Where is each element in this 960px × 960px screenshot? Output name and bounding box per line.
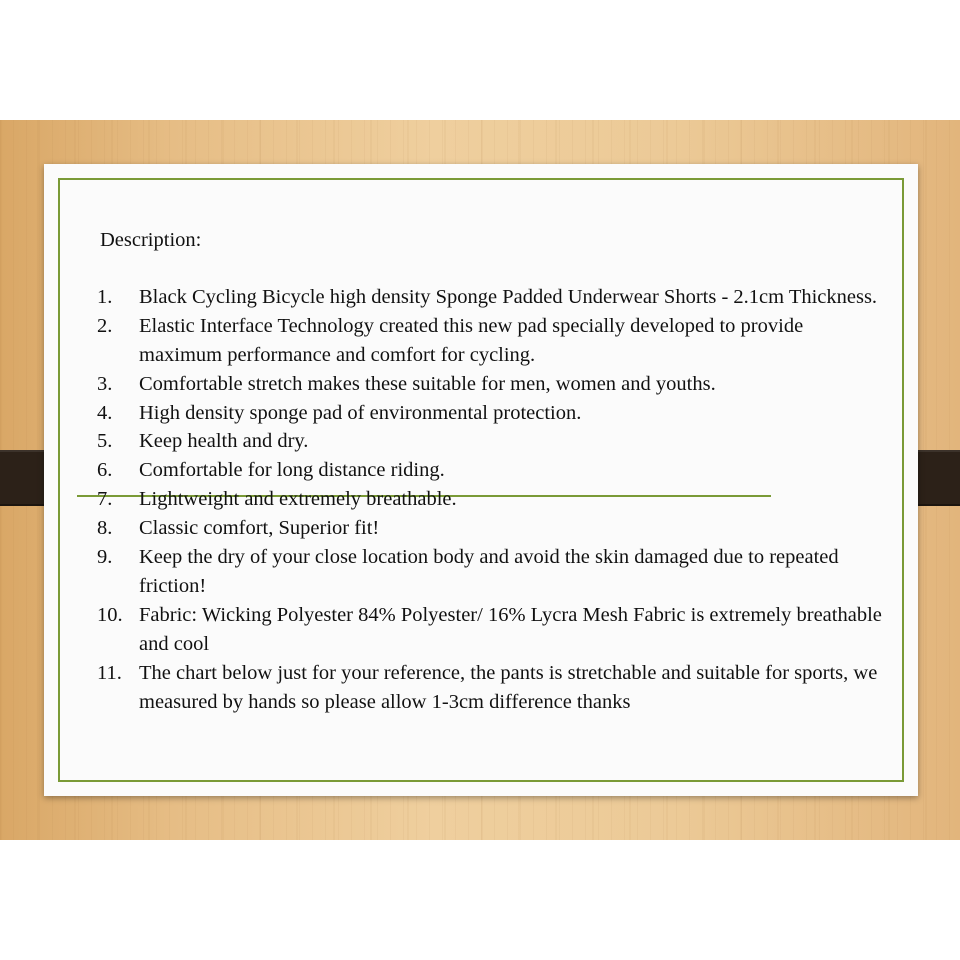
item-number: 7. xyxy=(97,488,113,511)
item-number: 4. xyxy=(97,401,113,424)
item-number: 11. xyxy=(97,661,122,684)
item-text: Fabric: Wicking Polyester 84% Polyester/ 16% Lycra Mesh Fabric is extremely breathable and cool xyxy=(139,603,882,655)
slide-background xyxy=(0,120,960,840)
item-text: The chart below just for your reference, the pants is stretchable and suitable for sports, we measured by hands so please allow 1-3cm difference thanks xyxy=(139,661,878,713)
item-number: 8. xyxy=(97,517,113,540)
item-number: 10. xyxy=(97,603,123,626)
item-text: Comfortable stretch makes these suitable for men, women and youths. xyxy=(139,372,716,395)
item-number: 1. xyxy=(97,285,113,308)
list-item xyxy=(97,485,890,514)
list-item xyxy=(97,543,890,601)
feature-list xyxy=(97,283,890,717)
description-content xyxy=(97,226,890,717)
item-text: Lightweight and extremely breathable. xyxy=(139,488,457,511)
item-text: Keep health and dry. xyxy=(139,430,309,453)
item-text: Comfortable for long distance riding. xyxy=(139,459,445,482)
list-item xyxy=(97,370,890,399)
item-number: 2. xyxy=(97,314,113,337)
list-item xyxy=(97,514,890,543)
description-card xyxy=(44,164,918,796)
list-item xyxy=(97,283,890,312)
item-number: 6. xyxy=(97,459,113,482)
item-text: High density sponge pad of environmental protection. xyxy=(139,401,582,424)
item-number: 9. xyxy=(97,546,113,569)
list-item xyxy=(97,601,890,659)
item-number: 5. xyxy=(97,430,113,453)
item-number: 3. xyxy=(97,372,113,395)
list-item xyxy=(97,312,890,370)
list-item xyxy=(97,399,890,428)
description-heading: Description: xyxy=(100,229,202,251)
list-item xyxy=(97,427,890,456)
item-text: Elastic Interface Technology created this new pad specially developed to provide maximum performance and comfort for cycling. xyxy=(139,314,804,366)
list-item xyxy=(97,456,890,485)
item-text: Classic comfort, Superior fit! xyxy=(139,517,380,540)
list-item xyxy=(97,659,890,717)
item-text: Keep the dry of your close location body and avoid the skin damaged due to repeated friction! xyxy=(139,546,839,597)
item-text: Black Cycling Bicycle high density Sponge Padded Underwear Shorts - 2.1cm Thickness. xyxy=(139,285,878,308)
